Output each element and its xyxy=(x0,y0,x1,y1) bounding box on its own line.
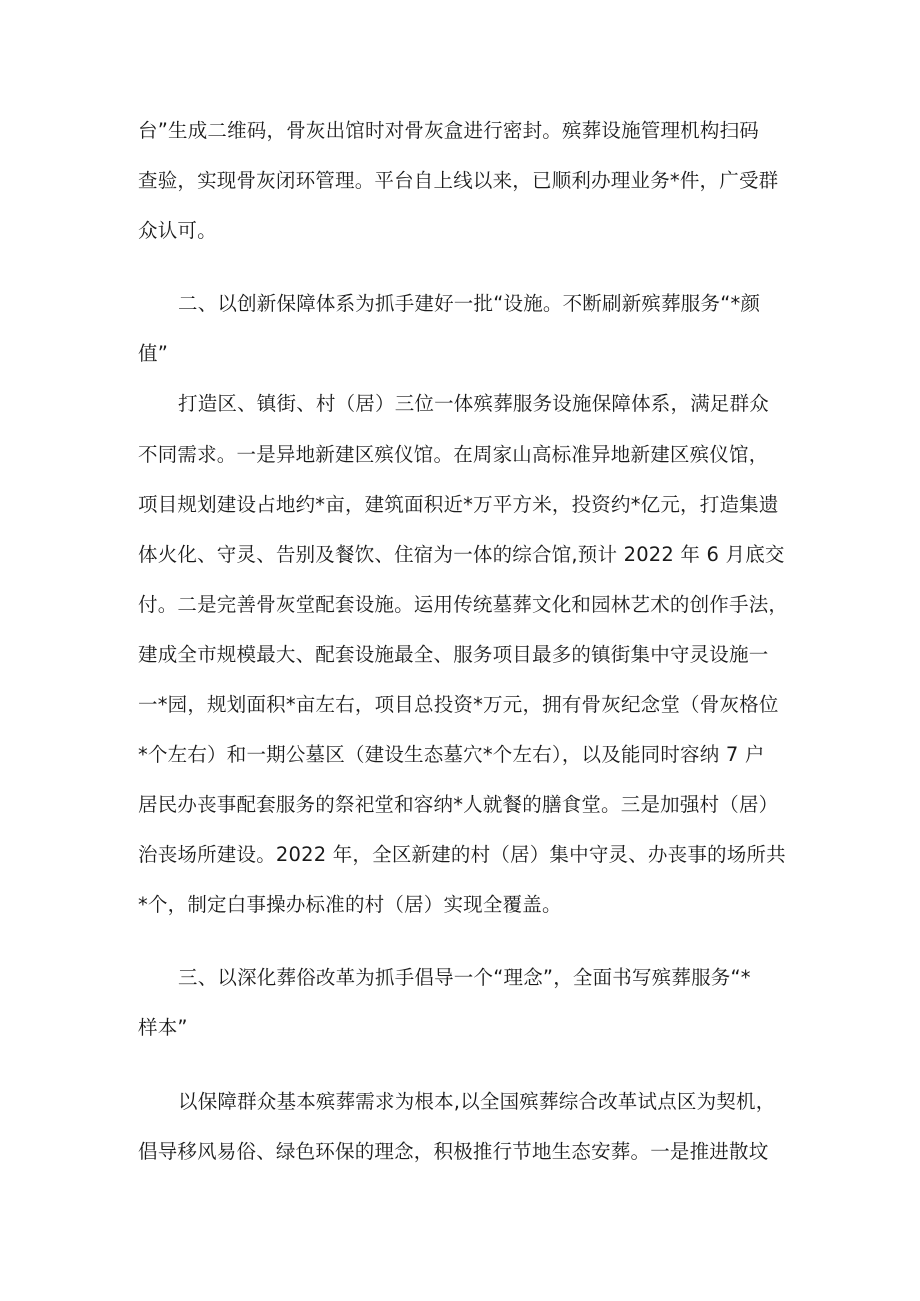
section-heading: 样本” xyxy=(138,1016,188,1039)
text-line: 以保障群众基本殡葬需求为根本,以全国殡葬综合改革试点区为契机， xyxy=(178,1090,776,1113)
text-line: 治丧场所建设。2022 年，全区新建的村（居）集中守灵、办丧事的场所共 xyxy=(138,843,786,866)
text-line: 建成全市规模最大、配套设施最全、服务项目最多的镇街集中守灵设施一 xyxy=(138,643,769,666)
text-line: 不同需求。一是异地新建区殡仪馆。在周家山高标准异地新建区殡仪馆， xyxy=(138,443,769,466)
text-line: *个左右）和一期公墓区（建设生态墓穴*个左右），以及能同时容纳 7 户 xyxy=(138,743,765,766)
section-heading: 值” xyxy=(138,342,169,365)
section-heading: 三、以深化葬俗改革为抓手倡导一个“理念”，全面书写殡葬服务“* xyxy=(178,966,751,989)
text-line: 倡导移风易俗、绿色环保的理念，积极推行节地生态安葬。一是推进散坟 xyxy=(138,1140,769,1163)
text-line: 台”生成二维码，骨灰出馆时对骨灰盒进行密封。殡葬设施管理机构扫码 xyxy=(138,119,760,142)
section-heading: 二、以创新保障体系为抓手建好一批“设施。不断刷新殡葬服务“*颜 xyxy=(178,292,761,315)
text-line: 居民办丧事配套服务的祭祀堂和容纳*人就餐的膳食堂。三是加强村（居） xyxy=(138,793,779,816)
text-line: 一*园，规划面积*亩左右，项目总投资*万元，拥有骨灰纪念堂（骨灰格位 xyxy=(138,693,779,716)
text-line: 项目规划建设占地约*亩，建筑面积近*万平方米，投资约*亿元，打造集遗 xyxy=(138,493,779,516)
text-line: 众认可。 xyxy=(138,219,217,242)
text-line: 打造区、镇街、村（居）三位一体殡葬服务设施保障体系，满足群众 xyxy=(178,392,770,415)
text-line: 付。二是完善骨灰堂配套设施。运用传统墓葬文化和园林艺术的创作手法， xyxy=(138,593,789,616)
text-line: 查验，实现骨灰闭环管理。平台自上线以来，已顺利办理业务*件，广受群 xyxy=(138,169,779,192)
text-line: 体火化、守灵、告别及餐饮、住宿为一体的综合馆,预计 2022 年 6 月底交 xyxy=(138,543,785,566)
text-line: *个，制定白事操办标准的村（居）实现全覆盖。 xyxy=(138,893,562,916)
